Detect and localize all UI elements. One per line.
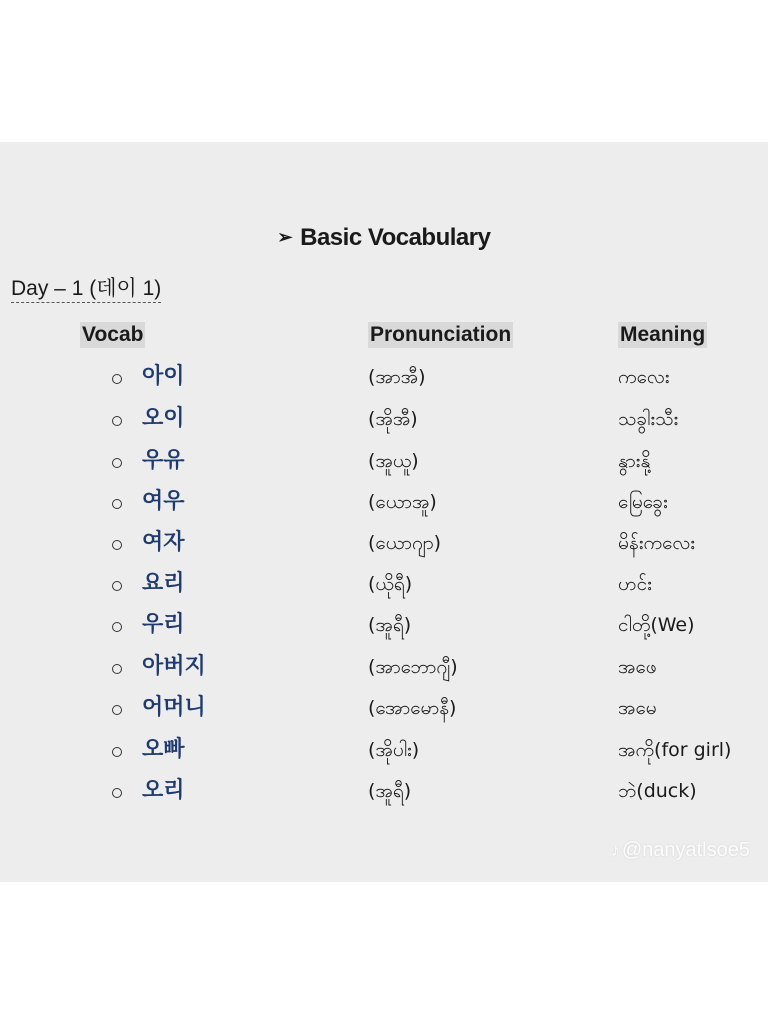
watermark bbox=[611, 839, 750, 862]
korean-word: 여자 bbox=[142, 530, 185, 555]
circle-bullet-icon bbox=[112, 705, 122, 715]
list-item bbox=[0, 735, 768, 777]
meaning: ငါတို့(We) bbox=[618, 614, 695, 636]
arrow-bullet-icon: ➢ bbox=[277, 227, 293, 247]
list-item bbox=[0, 693, 768, 735]
circle-bullet-icon bbox=[112, 416, 122, 426]
pronunciation: (အူယူ) bbox=[368, 450, 419, 472]
circle-bullet-icon bbox=[112, 747, 122, 757]
korean-word: 우유 bbox=[142, 448, 185, 473]
header-vocab: Vocab bbox=[82, 323, 144, 346]
title-text: Basic Vocabulary bbox=[300, 224, 491, 251]
korean-word: 아이 bbox=[142, 364, 185, 389]
header-pronunciation: Pronunciation bbox=[370, 323, 512, 346]
pronunciation: (ယောအူ) bbox=[368, 491, 437, 513]
circle-bullet-icon bbox=[112, 664, 122, 674]
list-item bbox=[0, 446, 768, 488]
pronunciation: (ယောဂျာ) bbox=[368, 532, 442, 554]
pronunciation: (အိုအီ) bbox=[368, 408, 418, 430]
circle-bullet-icon bbox=[112, 540, 122, 550]
pronunciation: (အာဘောဂျီ) bbox=[368, 656, 458, 678]
day-label: Day – 1 (데이 1) bbox=[11, 276, 161, 303]
list-item bbox=[0, 569, 768, 611]
header-meaning: Meaning bbox=[620, 323, 706, 346]
circle-bullet-icon bbox=[112, 499, 122, 509]
list-item bbox=[0, 404, 768, 446]
meaning: ဟင်း bbox=[618, 573, 652, 595]
korean-word: 오이 bbox=[142, 406, 185, 431]
list-item bbox=[0, 776, 768, 818]
circle-bullet-icon bbox=[112, 581, 122, 591]
list-item bbox=[0, 362, 768, 404]
meaning: သခွါးသီး bbox=[618, 408, 679, 430]
meaning: နွားနို့ bbox=[618, 450, 651, 472]
list-item bbox=[0, 487, 768, 529]
pronunciation: (အူရီ) bbox=[368, 614, 412, 636]
circle-bullet-icon bbox=[112, 788, 122, 798]
circle-bullet-icon bbox=[112, 458, 122, 468]
circle-bullet-icon bbox=[112, 622, 122, 632]
korean-word: 오빠 bbox=[142, 737, 185, 762]
vocabulary-sheet bbox=[0, 142, 768, 882]
page-title bbox=[0, 224, 768, 252]
list-item bbox=[0, 652, 768, 694]
meaning: အမေ bbox=[618, 697, 657, 719]
pronunciation: (အာအီ) bbox=[368, 366, 426, 388]
korean-word: 우리 bbox=[142, 612, 185, 637]
list-item bbox=[0, 528, 768, 570]
circle-bullet-icon bbox=[112, 374, 122, 384]
watermark-handle: @nanyatlsoe5 bbox=[621, 839, 750, 861]
pronunciation: (ယိုရီ) bbox=[368, 573, 413, 595]
meaning: အဖေ bbox=[618, 656, 657, 678]
korean-word: 요리 bbox=[142, 571, 185, 596]
meaning: အကို(for girl) bbox=[618, 739, 732, 761]
meaning: ကလေး bbox=[618, 366, 670, 388]
list-item bbox=[0, 610, 768, 652]
meaning: ဘဲ(duck) bbox=[618, 780, 697, 802]
korean-word: 오리 bbox=[142, 778, 185, 803]
korean-word: 여우 bbox=[142, 489, 185, 514]
pronunciation: (အိုပါး) bbox=[368, 739, 420, 761]
korean-word: 아버지 bbox=[142, 654, 206, 679]
tiktok-icon: ♪ bbox=[610, 840, 620, 860]
meaning: မိန်းကလေး bbox=[618, 532, 696, 554]
meaning: မြေခွေး bbox=[618, 491, 668, 513]
pronunciation: (အောမောနီ) bbox=[368, 697, 457, 719]
korean-word: 어머니 bbox=[142, 695, 206, 720]
pronunciation: (အူရီ) bbox=[368, 780, 412, 802]
